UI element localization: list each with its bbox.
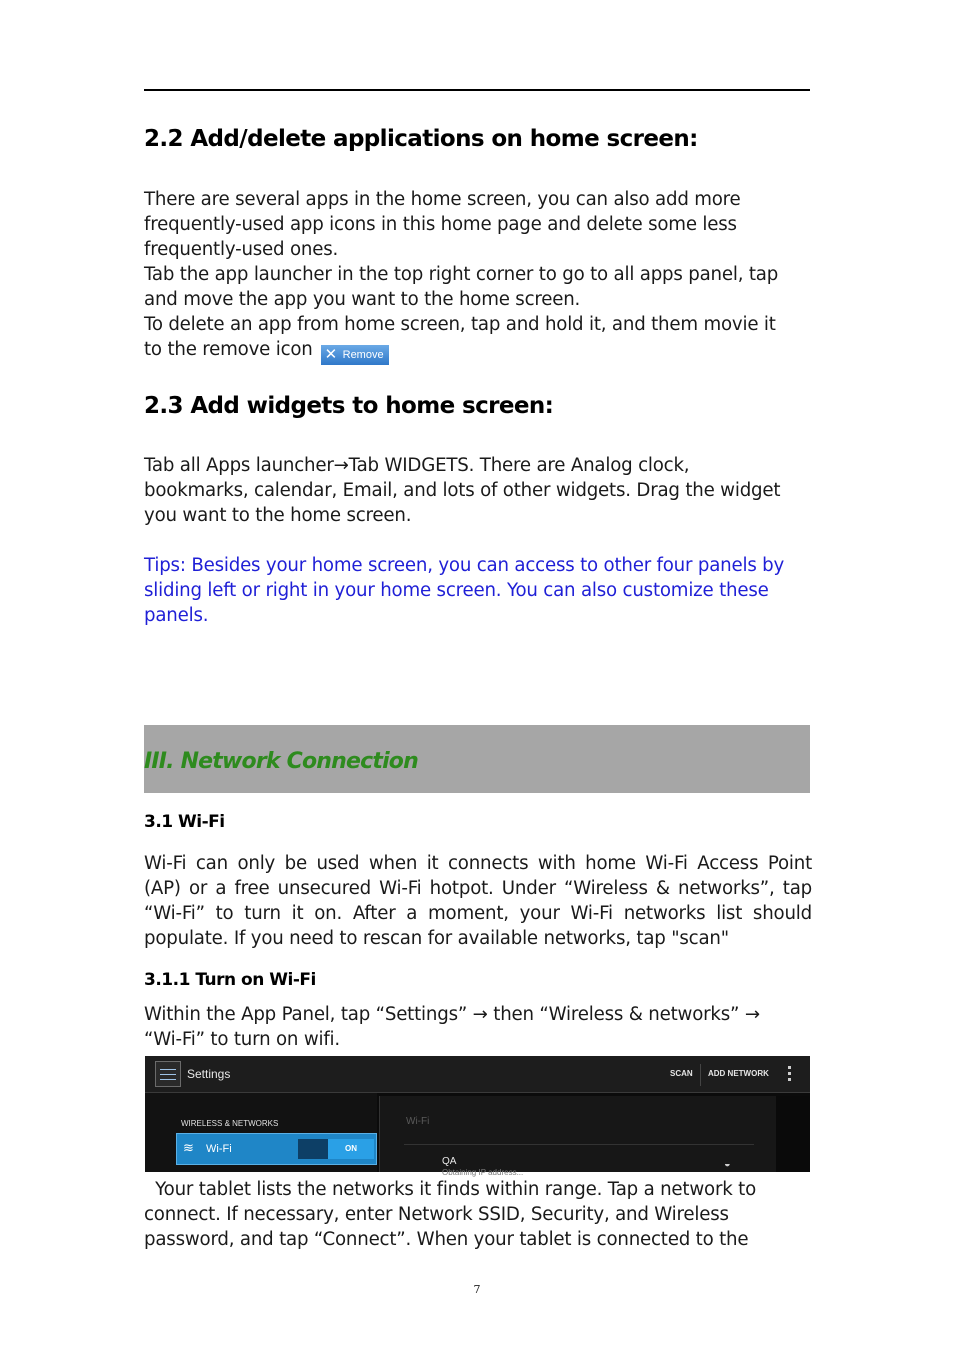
- tips-line: sliding left or right in your home screen. You can also customize these: [144, 580, 769, 601]
- screen-edge: [776, 1096, 810, 1172]
- scan-button: SCAN: [670, 1069, 693, 1078]
- tips-paragraph: [144, 553, 812, 628]
- heading-2-3: 2.3 Add widgets to home screen:: [144, 393, 554, 419]
- remove-button-image: [321, 345, 389, 365]
- paragraph-after-screenshot: [144, 1177, 812, 1252]
- heading-3-1: 3.1 Wi-Fi: [144, 812, 225, 832]
- panel-divider: [404, 1144, 754, 1145]
- text-line: To delete an app from home screen, tap and hold it, and them movie it: [144, 314, 776, 335]
- paragraph-2-3: [144, 453, 812, 528]
- text-line: “Wi-Fi” to turn it on. After a moment, your Wi-Fi networks list should: [144, 903, 812, 924]
- wifi-detail-panel: [379, 1096, 777, 1177]
- text-line: you want to the home screen.: [144, 505, 412, 526]
- text-line: populate. If you need to rescan for available networks, tap "scan": [144, 928, 729, 949]
- settings-action-bar: [145, 1056, 810, 1093]
- text-line: frequently-used ones.: [144, 239, 339, 260]
- header-rule: [144, 89, 810, 91]
- overflow-menu-icon: [788, 1066, 791, 1084]
- wifi-panel-title: Wi-Fi: [406, 1116, 430, 1127]
- paragraph-3-1: [144, 851, 812, 951]
- settings-title: Settings: [187, 1067, 231, 1081]
- heading-2-2: 2.2 Add/delete applications on home screen:: [144, 126, 698, 152]
- network-status: Obtaining IP address...: [442, 1168, 524, 1177]
- text-line: Within the App Panel, tap “Settings” → then “Wireless & networks” →: [144, 1004, 760, 1025]
- tips-line: panels.: [144, 605, 209, 626]
- text-line: Wi-Fi can only be used when it connects with home Wi-Fi Access Point: [144, 853, 812, 874]
- wifi-setting-row: [176, 1133, 377, 1165]
- text-line-with-remove: [144, 337, 812, 365]
- text-line: (AP) or a free unsecured Wi-Fi hotpot. Under “Wireless & networks”, tap: [144, 878, 812, 899]
- paragraph-3-1-1: [144, 1002, 812, 1052]
- tips-line: Tips: Besides your home screen, you can access to other four panels by: [144, 555, 785, 576]
- paragraph-2-2: [144, 187, 812, 365]
- text-line: to the remove icon: [144, 339, 313, 360]
- heading-3-1-1: 3.1.1 Turn on Wi-Fi: [144, 970, 316, 990]
- settings-screenshot: [145, 1056, 810, 1177]
- section-title: III. Network Connection: [144, 749, 418, 774]
- remove-label: Remove: [342, 349, 384, 361]
- add-network-button: ADD NETWORK: [708, 1069, 769, 1078]
- text-line: Tab all Apps launcher→Tab WIDGETS. There are Analog clock,: [144, 455, 690, 476]
- text-line: and move the app you want to the home screen.: [144, 289, 581, 310]
- page-number: 7: [473, 1283, 481, 1296]
- wifi-signal-icon: ◒: [724, 1158, 731, 1170]
- wireless-networks-header: WIRELESS & NETWORKS: [181, 1119, 279, 1128]
- section-banner: [144, 725, 810, 793]
- text-line: “Wi-Fi” to turn on wifi.: [144, 1029, 340, 1050]
- wifi-label: Wi-Fi: [206, 1143, 232, 1155]
- close-x-icon: ✕: [324, 346, 338, 363]
- action-divider: [700, 1064, 701, 1086]
- text-line: There are several apps in the home screen, you can also add more: [144, 189, 741, 210]
- settings-icon: [155, 1061, 181, 1087]
- wifi-icon: ≋: [183, 1140, 194, 1155]
- network-name: QA: [442, 1156, 457, 1167]
- text-line: Your tablet lists the networks it finds within range. Tap a network to: [144, 1179, 756, 1200]
- text-line: password, and tap “Connect”. When your tablet is connected to the: [144, 1229, 749, 1250]
- toggle-on-label: ON: [328, 1139, 374, 1159]
- text-line: bookmarks, calendar, Email, and lots of other widgets. Drag the widget: [144, 480, 781, 501]
- wifi-toggle: [298, 1139, 374, 1159]
- text-line: frequently-used app icons in this home page and delete some less: [144, 214, 737, 235]
- text-line: Tab the app launcher in the top right corner to go to all apps panel, tap: [144, 264, 779, 285]
- text-line: connect. If necessary, enter Network SSID, Security, and Wireless: [144, 1204, 729, 1225]
